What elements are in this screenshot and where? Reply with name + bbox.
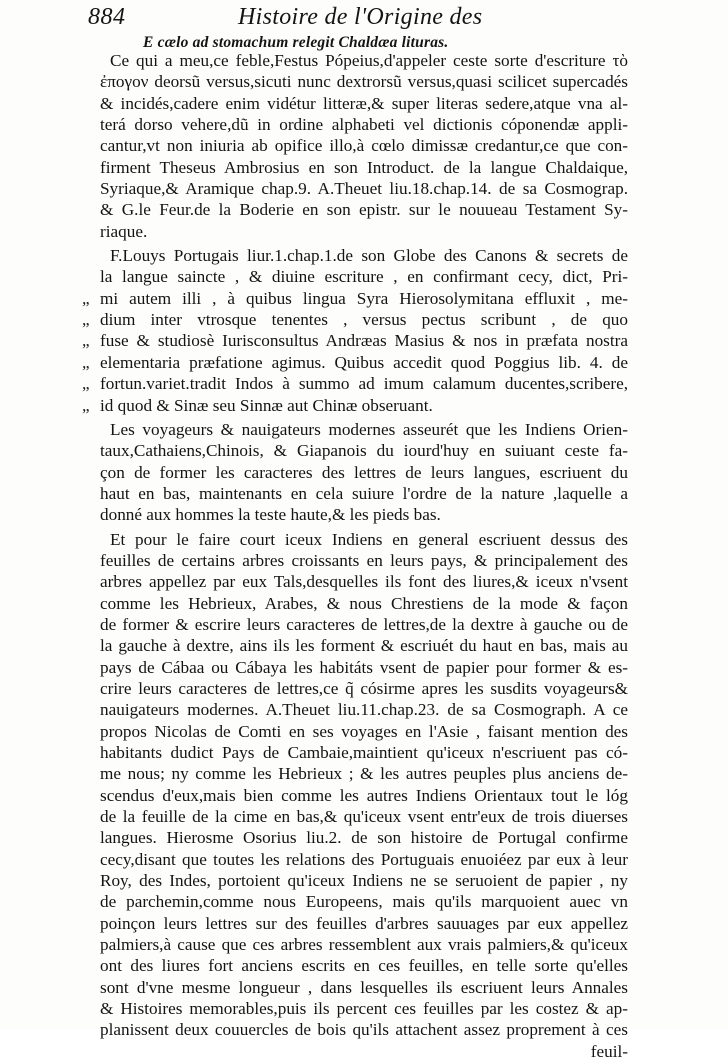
text-line: Ce qui a meu,ce feble,Festus Pópeius,d'appeler ceste sorte d'escriture τὸ [110,51,628,70]
text-line: ἐπογον deorsũ versus,sicuti nunc dextrorsũ versus,quasi scilicet supercadés [100,72,628,92]
text-line: crire leurs caracteres de lettres,ce q̃ cósirme apres les susdits voyageurs& [100,678,628,698]
text-line: donné aux hommes la teste haute,& les pieds bas. [100,505,441,525]
page-number: 884 [88,4,126,30]
margin-quote-mark: „ [82,352,90,372]
text-line: terá dorso vehere,dũ in ordine alphabeti vel dictionis cóponendæ appli- [100,115,628,135]
text-line: Roy, des Indes, portoient qu'iceux Indiens ne se seruoient de papier , ny [100,871,628,891]
text-line: cantur,vt non iniuria ab opifice illo,à cœlo dimissæ credantur,ce que con- [100,136,628,156]
margin-quote-mark: „ [82,288,90,308]
page-header [88,4,648,38]
margin-quote-mark: „ [82,310,90,330]
text-line: comme les Hebrieux, Arabes, & nous Chrestiens de la mode & façon [100,593,628,613]
text-line: Syriaque,& Aramique chap.9. A.Theuet liu.18.chap.14. de sa Cosmograp. [100,179,628,199]
text-line: sont d'vne mesme longueur , dans lesquelles ils escriuent leurs Annales [100,977,628,997]
text-line: de parchemin,comme nous Europeens, mais qu'ils marquoient auec vn [100,892,628,912]
text-line: me nous; ny comme les Hebrieux ; & les autres peuples plus anciens de- [100,764,628,784]
text-line: & G.le Feur.de la Boderie en son epistr. sur le nouueau Testament Sy- [100,200,628,220]
text-line: firment Theseus Ambrosius en son Introduct. de la langue Chaldaique, [100,157,628,177]
text-line: elementaria præfatione agimus. Quibus accedit quod Poggius lib. 4. de „ [82,352,628,372]
text-line: & incidés,cadere enim vidétur litteræ,& super literas sedere,atque vna al- [100,93,628,113]
margin-quote-mark: „ [82,331,90,351]
text-line: Les voyageurs & nauigateurs modernes asseurét que les Indiens Orien- [110,419,628,439]
text-line: mi autem illi , à quibus lingua Syra Hierosolymitana effluxit , me- „ [82,288,628,308]
text-line: Et pour le faire court iceux Indiens en general escriuent dessus des [110,529,628,549]
margin-quote-mark: „ [82,395,90,415]
text-line: scendus d'eux,mais bien comme les autres Indiens Orientaux tout le lóg [100,785,628,805]
text-line: haut en bas, maintenants en cela suiure l'ordre de la nature ,laquelle a [100,483,628,503]
text-line: palmiers,à cause que ces arbres ressemblent aux vrais palmiers,& qu'iceux [100,935,628,955]
catchword: feuil- [590,1041,628,1061]
text-line: & Histoires memorables,puis ils percent ces feuilles par les costez & ap- [100,999,628,1019]
text-line: feuilles de certains arbres croissants en leurs pays, & principalement des [100,550,628,570]
epigraph: E cælo ad stomachum relegit Chaldæa lituras. [143,34,449,51]
text-line: nauigateurs modernes. A.Theuet liu.11.chap.23. de sa Cosmograph. A ce [100,700,628,720]
text-line: çon de former les caracteres des lettres de leurs langues, escriuent du [100,462,628,482]
text-line: de la feuille de la cime en bas,& qu'iceux vsent entr'eux de trois diuerses [100,807,628,827]
text-line: poinçon leurs lettres sur des feuilles d'arbres sauuages par eux appellez [100,913,628,933]
text-line: la gauche à dextre, ains ils les forment & escriuét du haut en bas, mais au [100,636,628,656]
margin-quote-mark: „ [82,374,90,394]
text-line: arbres appellez par eux Tals,desquelles ils font des liures,& iceux n'vsent [100,572,628,592]
text-line: langues. Hierosme Osorius liu.2. de son histoire de Portugal confirme [100,828,628,848]
text-line: planissent deux couuercles de bois qu'ils attachent assez proprement à ces [100,1020,628,1040]
text-line: propos Nicolas de Comti en ses voyages en l'Asie , faisant mention des [100,721,628,741]
text-line: taux,Cathaiens,Chinois, & Giapanois du iourd'huy en suiuant ceste fa- [100,441,628,461]
text-line: la langue saincte , & diuine escriture , en confirmant cecy, dict, Pri- [100,267,628,287]
text-line: pays de Cábaa ou Cábaya les habitáts vsent de papier pour former & es- [100,657,628,677]
text-line: cecy,disant que toutes les relations des Portuguais enuoiéez par eux à leur [100,849,628,869]
text-line: F.Louys Portugais liur.1.chap.1.de son Globe des Canons & secrets de [110,246,628,266]
text-line: riaque. [100,221,148,241]
text-line: id quod & Sinæ seu Sinnæ aut Chinæ obseruant. „ [82,395,433,415]
body-text [82,50,628,1062]
text-line: fuse & studiosè Iurisconsultus Andræas Masius & nos in præfata nostra „ [82,331,628,351]
text-line: dium inter vtrosque tenentes , versus pectus scribunt , de quo „ [82,310,628,330]
text-line: de former & escrire leurs caracteres de lettres,de la dextre à gauche ou de [100,614,628,634]
text-line: habitants dudict Pays de Cambaie,maintient qu'iceux n'escriuent pas có- [100,743,628,762]
text-line: fortun.variet.tradit Indos à summo ad imum calamum ducentes,scribere, „ [82,374,628,394]
text-line: ont des liures fort anciens escrits en ces feuilles, en telle sorte qu'elles [100,956,628,976]
running-title: Histoire de l'Origine des [238,4,483,30]
